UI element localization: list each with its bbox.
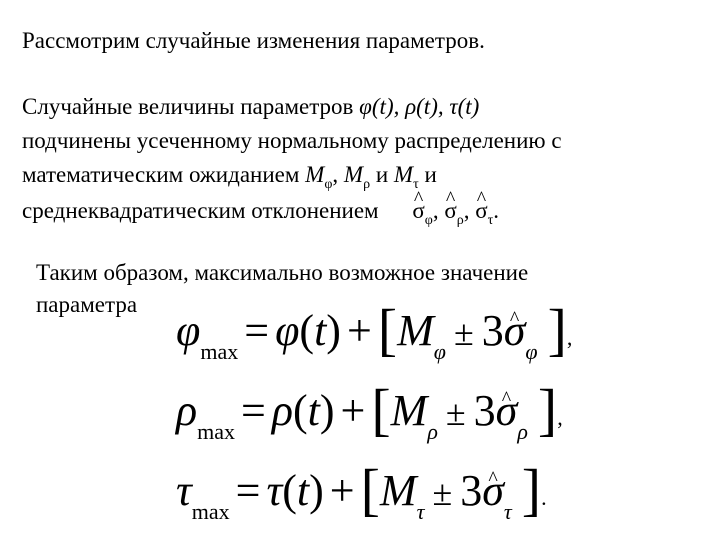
para2-line4	[22, 194, 499, 232]
eq-plus: +	[346, 306, 372, 355]
param-list: φ(t), ρ(t), τ(t)	[359, 94, 480, 119]
eq-t: t	[296, 466, 310, 515]
eq-equals: =	[235, 466, 261, 515]
eq-pm: ±	[432, 473, 453, 513]
sigma-tau-sub: τ	[487, 213, 494, 228]
eq-M: M	[379, 466, 417, 515]
eq-max-sub: max	[200, 339, 239, 364]
eq-plus: +	[329, 466, 355, 515]
eq-M-sub: φ	[433, 339, 446, 364]
eq-sigma-hat: ^ σ	[482, 461, 504, 521]
eq-equals: =	[241, 386, 266, 435]
eq-M: M	[390, 386, 428, 435]
period: .	[493, 198, 500, 223]
sigma-hat-tau: ^ σ	[475, 194, 487, 228]
eq-M-sub: τ	[416, 499, 425, 524]
eq-sigma-sub: φ	[525, 339, 538, 364]
eq-sigma-sub: ρ	[517, 419, 528, 444]
eq-three: 3	[481, 306, 504, 355]
para3-line2: параметра	[36, 292, 138, 317]
eq-equals: =	[244, 306, 270, 355]
para2-line3-text: математическим ожиданием	[22, 162, 306, 187]
eq-max-sub: max	[197, 419, 236, 444]
eq-M: M	[397, 306, 434, 355]
eq-func: τ	[266, 466, 283, 515]
para2-line4-text: среднеквадратическим отклонением	[22, 198, 379, 223]
para2-line2: подчинены усеченному нормальному распределению с	[22, 128, 562, 153]
comma-2: ,	[432, 198, 445, 223]
M-tau: M	[393, 162, 414, 187]
M-phi: M	[305, 162, 325, 187]
para2-line1-text: Случайные величины параметров	[22, 94, 360, 119]
sigma-rho-sub: ρ	[456, 213, 464, 228]
para3-line1: Таким образом, максимально возможное значение	[36, 260, 529, 285]
eq-func: ρ	[271, 386, 293, 435]
eq-pm: ±	[453, 313, 474, 353]
intro-line: Рассмотрим случайные изменения параметров.	[22, 28, 485, 53]
eq-three: 3	[473, 386, 496, 435]
eq-tail: .	[541, 485, 547, 510]
eq-var: φ	[176, 306, 201, 355]
eq-sigma-sub: τ	[503, 499, 512, 524]
eq-pm: ±	[445, 393, 466, 433]
comma: ,	[332, 162, 344, 187]
eq-max-sub: max	[191, 499, 230, 524]
sigma-phi-sub: φ	[424, 213, 433, 228]
equation-rho-max: $\rho_{max} = \rho(t) + [M_\rho$ ± 3^ $\sigma_\rho$ ],	[176, 376, 563, 448]
eq-plus: +	[340, 386, 366, 435]
M-tau-sub: τ	[413, 177, 419, 192]
and-word-2: и	[418, 162, 437, 187]
equation-tau-max: $\tau_{max} = \tau(t) + [M_\tau$ ± 3^ $\sigma_\tau$ ].	[176, 456, 547, 528]
M-phi-sub: φ	[324, 177, 333, 192]
M-rho-sub: ρ	[363, 177, 371, 192]
M-rho: M	[343, 162, 364, 187]
eq-t: t	[314, 306, 327, 355]
eq-func: φ	[275, 306, 300, 355]
eq-three: 3	[460, 466, 483, 515]
eq-var: τ	[176, 466, 192, 515]
para2-line1	[22, 90, 479, 124]
eq-var: ρ	[176, 386, 198, 435]
eq-sigma-hat: ^ σ	[496, 381, 518, 441]
sigma-hat-phi: ^ σ	[412, 194, 424, 228]
eq-t: t	[307, 386, 320, 435]
equation-phi-max: $\varphi_{max} = \varphi(t) + [M_\varphi$ ± 3^ $\sigma_\varphi$ ],	[176, 296, 572, 368]
eq-tail: ,	[557, 405, 563, 430]
eq-tail: ,	[566, 325, 573, 350]
and-word: и	[370, 162, 394, 187]
comma-3: ,	[463, 198, 476, 223]
sigma-hat-rho: ^ σ	[444, 194, 456, 228]
eq-M-sub: ρ	[427, 419, 438, 444]
eq-sigma-hat: ^ σ	[504, 301, 526, 361]
para2-line3	[22, 158, 437, 196]
